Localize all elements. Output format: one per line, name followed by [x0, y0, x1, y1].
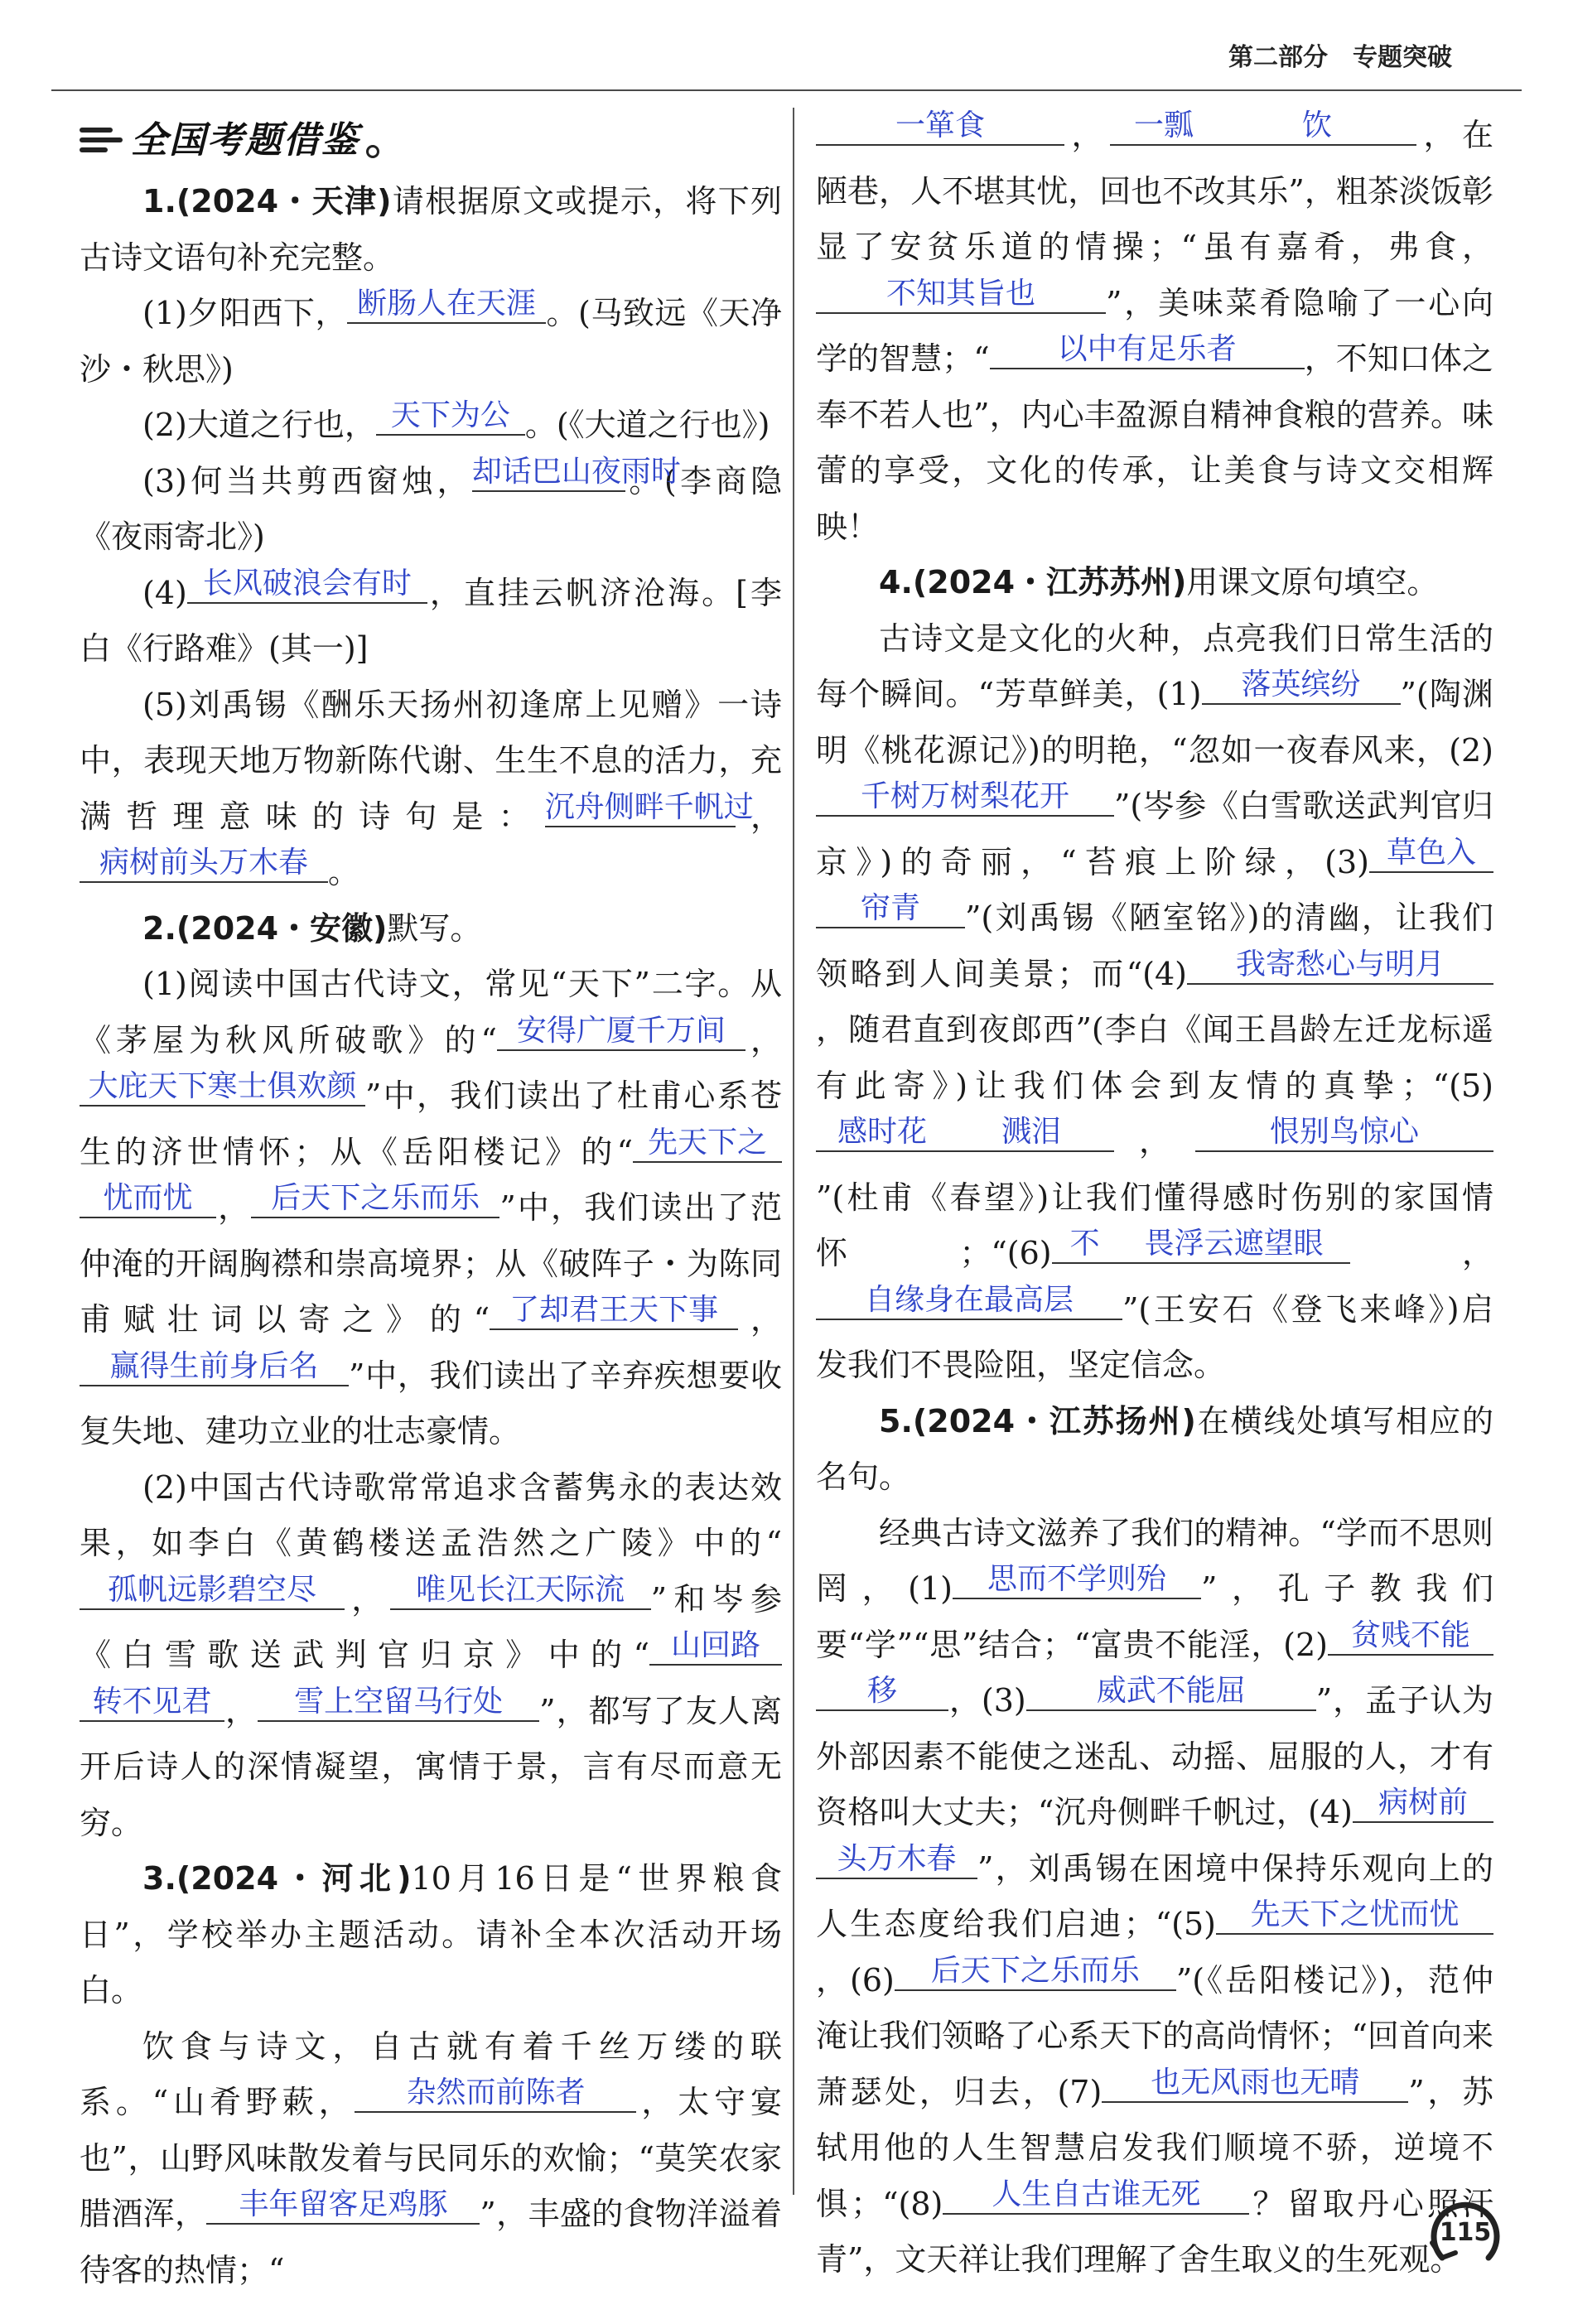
- answer-blank[interactable]: 饮: [1218, 111, 1416, 146]
- answer-blank[interactable]: 忧而忧: [80, 1184, 216, 1218]
- answer-blank[interactable]: 畏浮云遮望眼: [1118, 1229, 1350, 1264]
- answer-blank[interactable]: 头万木春: [816, 1844, 977, 1879]
- answer-blank[interactable]: 安得广厦千万间: [497, 1016, 745, 1051]
- answer-blank[interactable]: 不知其旨也: [816, 279, 1106, 314]
- question-2-part-1: (1)阅读中国古代诗文，常见“天下”二字。从《茅屋为秋风所破歌》的“ 安得广厦千万间 ， 大庇天下寒士俱欢颜 ”中，我们读出了杜甫心系苍生的济世情怀；从《岳阳楼记》的“ 先天下之 忧而忧 ， 后天下之乐而乐 ”中，我们读出了范仲淹的开阔胸襟和崇高境界；从《破阵子・为陈同甫赋壮词以寄之》的“ 了却君王天下事 ， 赢得生前身后名 ”中，我们读出了辛弃疾想要收复失地、建功立业的壮志豪情。: [80, 966, 782, 1449]
- answer-blank[interactable]: 一瓢: [1110, 111, 1218, 146]
- answer-blank[interactable]: 自缘身在最高层: [816, 1285, 1122, 1320]
- answer-blank[interactable]: 了却君王天下事: [490, 1295, 738, 1330]
- left-column: [80, 108, 782, 2298]
- right-column: [816, 108, 1493, 2288]
- question-4-stem: 4.(2024・江苏苏州)用课文原句填空。: [879, 564, 1439, 600]
- answer-blank[interactable]: 先天下之: [633, 1128, 782, 1163]
- answer-blank[interactable]: 移: [816, 1676, 948, 1711]
- answer-blank[interactable]: 人生自古谁无死: [943, 2180, 1249, 2215]
- answer-blank[interactable]: 丰年留客足鸡豚: [206, 2190, 480, 2225]
- question-1-stem: 1.(2024・天津)请根据原文或提示，将下列古诗文语句补充完整。: [80, 183, 782, 276]
- answer-blank[interactable]: 断肠人在天涯: [347, 289, 546, 324]
- question-3-passage: 饮食与诗文，自古就有着千丝万缕的联系。“山肴野蔌， 杂然而前陈者 ，太守宴也”，山野风味散发着与民同乐的欢愉；“莫笑农家腊酒浑， 丰年留客足鸡豚 ”，丰盛的食物洋溢着待客的热情；“: [80, 2027, 782, 2288]
- question-1-item-5: (5)刘禹锡《酬乐天扬州初逢席上见赠》一诗中，表现天地万物新陈代谢、生生不息的活力，充满哲理意味的诗句是： 沉舟侧畔千帆过 ， 病树前头万木春 。: [80, 686, 782, 890]
- question-1-item-1: (1)夕阳西下， 断肠人在天涯 。(马致远《天净沙・秋思》): [80, 287, 783, 388]
- answer-blank[interactable]: 溅泪: [948, 1117, 1114, 1152]
- answer-blank[interactable]: 落英缤纷: [1202, 670, 1401, 705]
- answer-blank[interactable]: 却话巴山夜雨时: [472, 457, 625, 492]
- answer-blank[interactable]: 大庇天下寒士俱欢颜: [80, 1072, 365, 1107]
- question-2-part-2: (2)中国古代诗歌常常追求含蓄隽永的表达效果，如李白《黄鹤楼送孟浩然之广陵》中的“ 孤帆远影碧空尽 ， 唯见长江天际流 ”和岑参《白雪歌送武判官归京》中的“ 山回路 转不见君 ， 雪上空留马行处 ”，都写了友人离开后诗人的深情凝望，寓情于景，言有尽而意无穷。: [80, 1468, 782, 1841]
- answer-blank[interactable]: 草色入: [1369, 838, 1493, 873]
- question-1-item-3: (3)何当共剪西窗烛， 却话巴山夜雨时 。(李商隐《夜雨寄北》): [80, 454, 782, 555]
- answer-blank[interactable]: 沉舟侧畔千帆过: [545, 793, 736, 827]
- answer-blank[interactable]: 也无风雨也无晴: [1102, 2068, 1408, 2103]
- column-divider: [793, 108, 794, 2195]
- page-number: [1426, 2193, 1505, 2273]
- question-4-passage: 古诗文是文化的火种，点亮我们日常生活的每个瞬间。“芳草鲜美，(1) 落英缤纷 ”(陶渊明《桃花源记》)的明艳，“忽如一夜春风来，(2) 千树万树梨花开 ”(岑参《白雪歌送武判官归京》)的奇丽，“苔痕上阶绿，(3) 草色入 帘青 ”(刘禹锡《陋室铭》)的清幽，让我们领略到人间美景；而“(4) 我寄愁心与明月 ，随君直到夜郎西”(李白《闻王昌龄左迁龙标遥有此寄》)让我们体会到友情的真挚；“(5) 感时花 溅泪 ， 恨别鸟惊心 ”(杜甫《春望》)让我们懂得感时伤别的家国情怀；“(6) 不 畏浮云遮望眼 ， 自缘身在最高层 ”(王安石《登飞来峰》)启发我们不畏险阻，坚定信念。: [816, 620, 1493, 1383]
- answer-blank[interactable]: 感时花: [816, 1117, 948, 1152]
- book-icon: [80, 124, 123, 157]
- answer-blank[interactable]: 山回路: [649, 1631, 782, 1666]
- answer-blank[interactable]: 帘青: [816, 894, 965, 928]
- answer-blank[interactable]: 贫贱不能: [1328, 1621, 1493, 1656]
- section-title: 全国考题借鉴: [131, 119, 359, 162]
- answer-blank[interactable]: 赢得生前身后名: [80, 1352, 349, 1386]
- question-5-stem: 5.(2024・江苏扬州)在横线处填写相应的名句。: [816, 1402, 1493, 1495]
- answer-blank[interactable]: 病树前头万木春: [80, 848, 328, 883]
- title-dot-icon: [366, 145, 379, 158]
- answer-blank[interactable]: 病树前: [1353, 1788, 1493, 1823]
- page-number-text: 115: [1439, 2218, 1492, 2247]
- answer-blank[interactable]: 天下为公: [376, 401, 525, 436]
- answer-blank[interactable]: 我寄愁心与明月: [1187, 950, 1493, 985]
- answer-blank[interactable]: 雪上空留马行处: [258, 1687, 539, 1722]
- header-title: 第二部分 专题突破: [1228, 43, 1452, 72]
- question-1-item-4: (4) 长风破浪会有时 ，直挂云帆济沧海。[李白《行路难》(其一)]: [80, 566, 782, 667]
- answer-blank[interactable]: 转不见君: [80, 1687, 224, 1722]
- question-3-passage-cont: 一箪食 ， 一瓢 饮 ，在陋巷，人不堪其忧，回也不改其乐”，粗茶淡饭彰显了安贫乐道的情操；“虽有嘉肴，弗食， 不知其旨也 ”，美味菜肴隐喻了一心向学的智慧；“ 以中有足乐者 ，不知口体之奉不若人也”，内心丰盈源自精神食粮的营养。味蕾的享受，文化的传承，让美食与诗文交相辉映！: [816, 108, 1493, 545]
- answer-blank[interactable]: 先天下之忧而忧: [1216, 1900, 1493, 1935]
- section-heading: [80, 108, 782, 174]
- question-5-passage: 经典古诗文滋养了我们的精神。“学而不思则罔，(1) 思而不学则殆 ”，孔子教我们要“学”“思”结合；“富贵不能淫，(2) 贫贱不能 移 ，(3) 威武不能屈 ”，孟子认为外部因素不能使之迷乱、动摇、屈服的人，才有资格叫大丈夫；“沉舟侧畔千帆过，(4) 病树前 头万木春 ”，刘禹锡在困境中保持乐观向上的人生态度给我们启迪；“(5) 先天下之忧而忧 ，(6) 后天下之乐而乐 ”(《岳阳楼记》)，范仲淹让我们领略了心系天下的高尚情怀；“回首向来萧瑟处，归去，(7) 也无风雨也无晴 ”，苏轼用他的人生智慧启发我们顺境不骄，逆境不惧；“(8) 人生自古谁无死 ？留取丹心照汗青”，文天祥让我们理解了舍生取义的生死观。: [816, 1514, 1494, 2278]
- answer-blank[interactable]: 思而不学则殆: [953, 1565, 1201, 1599]
- answer-blank[interactable]: 以中有足乐者: [990, 335, 1305, 369]
- answer-blank[interactable]: 千树万树梨花开: [816, 782, 1114, 817]
- answer-blank[interactable]: 孤帆远影碧空尽: [80, 1575, 345, 1610]
- answer-blank[interactable]: 唯见长江天际流: [390, 1575, 651, 1610]
- page-header: [51, 25, 1522, 91]
- answer-blank[interactable]: 长风破浪会有时: [187, 569, 427, 604]
- question-3-stem: 3.(2024・河北)10月16日是“世界粮食日”，学校举办主题活动。请补全本次活动开场白。: [80, 1860, 783, 2008]
- answer-blank[interactable]: 后天下之乐而乐: [251, 1184, 499, 1218]
- answer-blank[interactable]: 恨别鸟惊心: [1195, 1117, 1493, 1152]
- answer-blank[interactable]: 后天下之乐而乐: [895, 1956, 1176, 1991]
- answer-blank[interactable]: 不: [1052, 1229, 1118, 1264]
- answer-blank[interactable]: 一箪食: [816, 111, 1064, 146]
- answer-blank[interactable]: 威武不能屈: [1026, 1676, 1316, 1711]
- answer-blank[interactable]: 杂然而前陈者: [355, 2078, 636, 2113]
- question-1-item-2: (2)大道之行也， 天下为公 。(《大道之行也》): [142, 398, 770, 443]
- question-2-stem: 2.(2024・安徽)默写。: [142, 909, 482, 947]
